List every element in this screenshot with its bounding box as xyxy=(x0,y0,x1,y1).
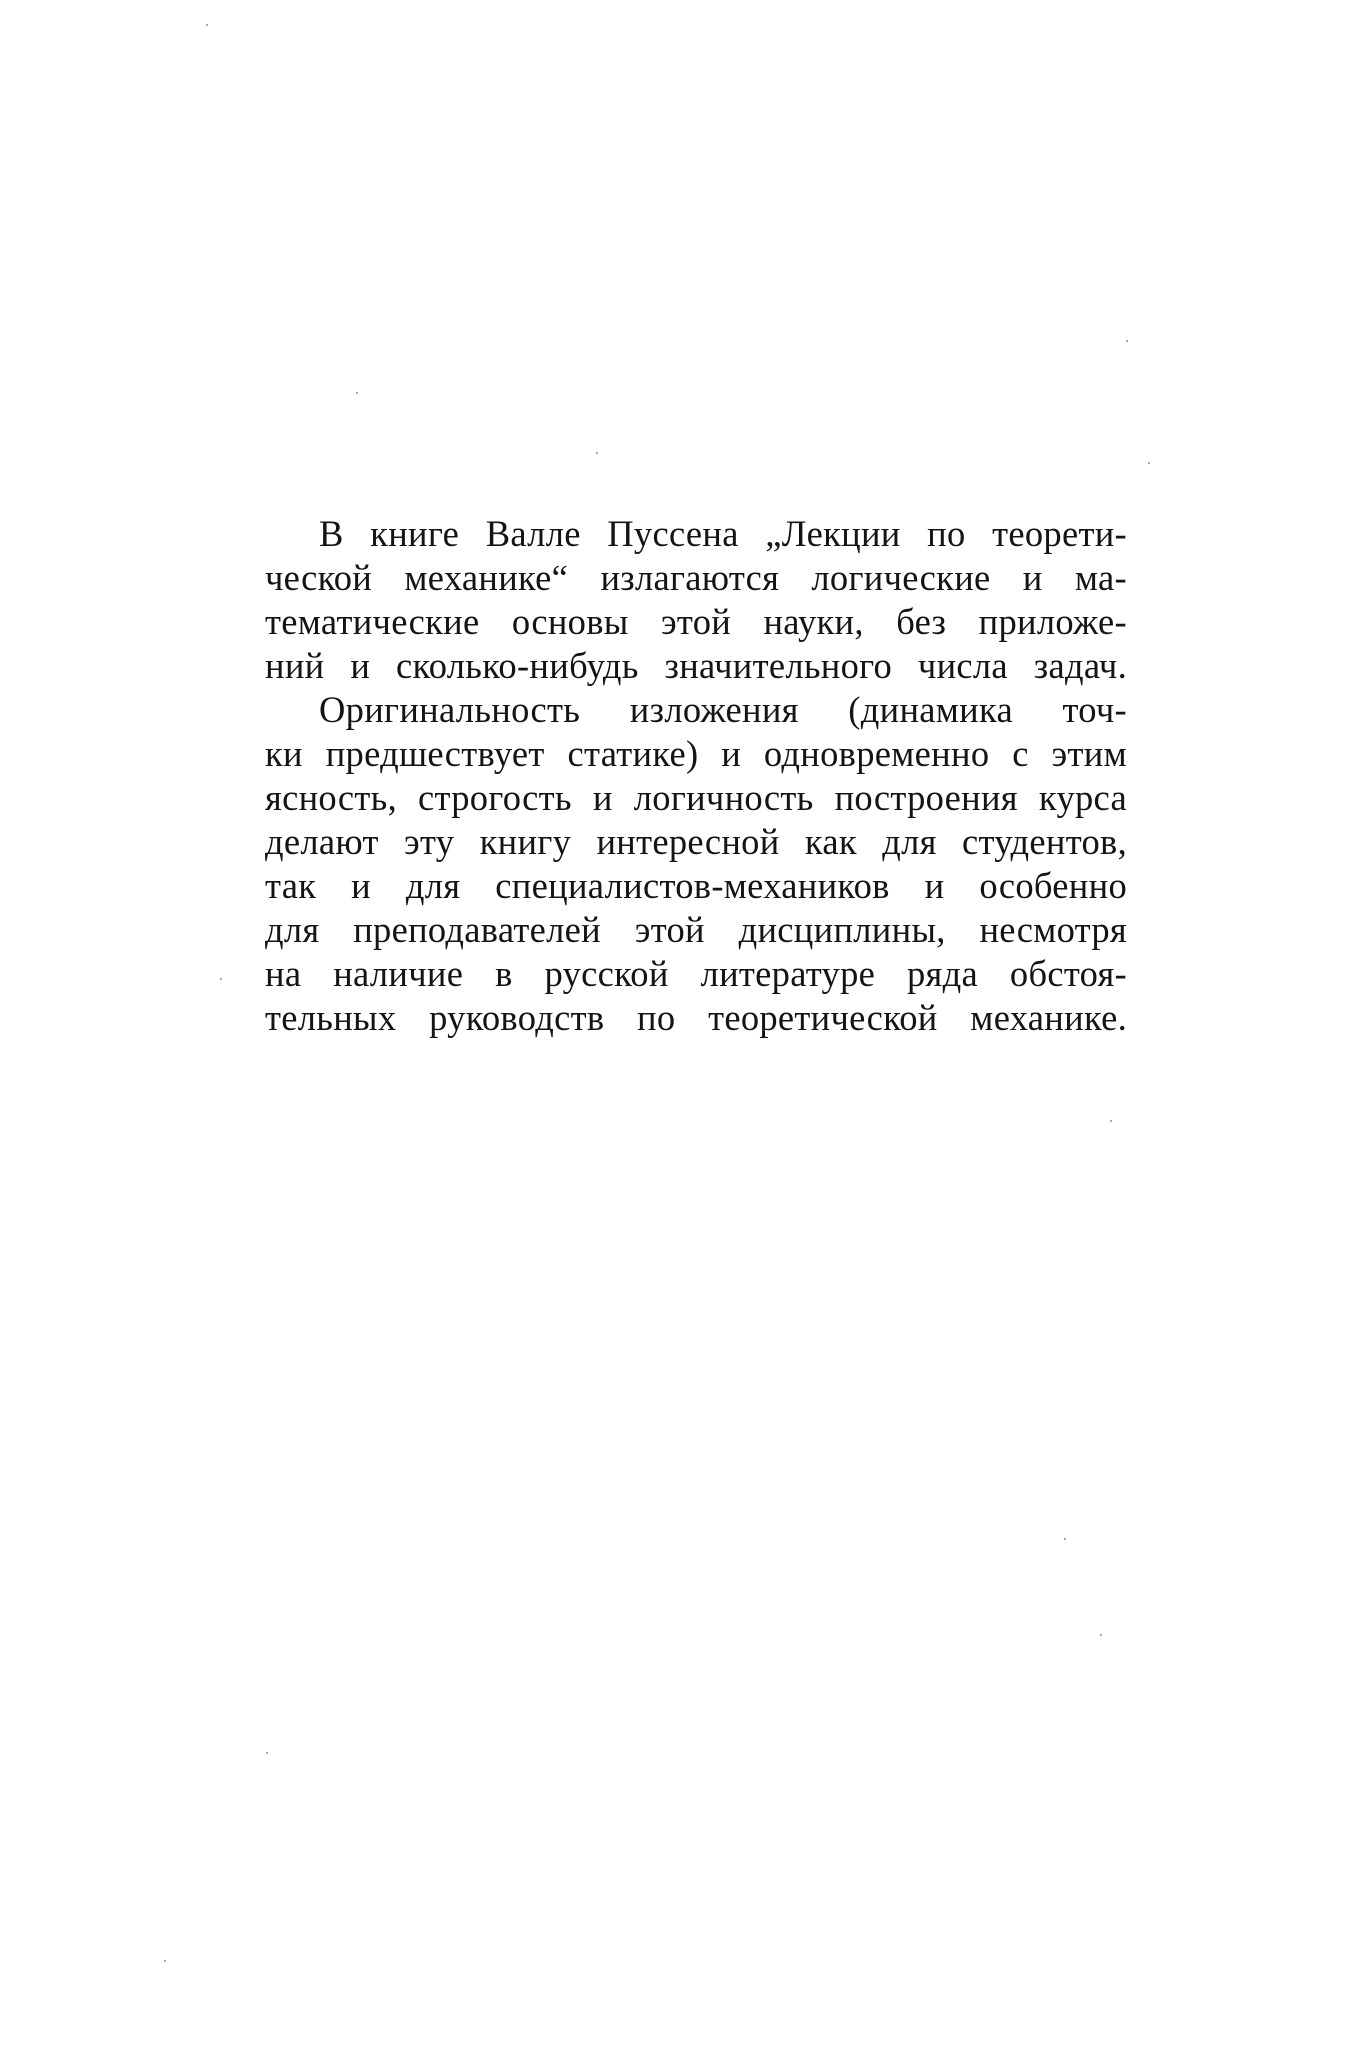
scan-speck xyxy=(1100,1634,1102,1636)
text-line: делают эту книгу интересной как для студентов, xyxy=(265,821,1127,862)
text-line: для преподавателей этой дисциплины, несмотря xyxy=(265,909,1127,950)
scan-speck xyxy=(1126,340,1128,342)
scan-speck xyxy=(1148,462,1150,464)
text-line: Оригинальность изложения (динамика точ- xyxy=(319,689,1127,730)
text-line: на наличие в русской литературе ряда обстоя- xyxy=(265,953,1127,994)
scan-speck xyxy=(266,1752,268,1754)
text-line: ясность, строгость и логичность построения курса xyxy=(265,777,1127,818)
scan-speck xyxy=(220,978,222,980)
text-line: В книге Валле Пуссена „Лекции по теорети- xyxy=(319,513,1127,554)
scan-speck xyxy=(1064,1538,1066,1540)
text-line: тельных руководств по теоретической механике. xyxy=(265,997,1127,1038)
text-line: так и для специалистов-механиков и особенно xyxy=(265,865,1127,906)
paragraph-2 xyxy=(265,688,1127,1040)
scan-speck xyxy=(356,392,358,394)
scan-speck xyxy=(164,1960,166,1962)
paragraph-1 xyxy=(265,512,1127,688)
scan-speck xyxy=(206,24,208,26)
text-line: ческой механике“ излагаются логические и ма- xyxy=(265,557,1127,598)
scan-speck xyxy=(1110,1120,1112,1122)
text-line: тематические основы этой науки, без приложе- xyxy=(265,601,1127,642)
scan-speck xyxy=(596,452,598,454)
text-line: ний и сколько-нибудь значительного числа задач. xyxy=(265,645,1127,686)
annotation-text xyxy=(265,512,1127,1040)
text-line: ки предшествует статике) и одновременно с этим xyxy=(265,733,1127,774)
